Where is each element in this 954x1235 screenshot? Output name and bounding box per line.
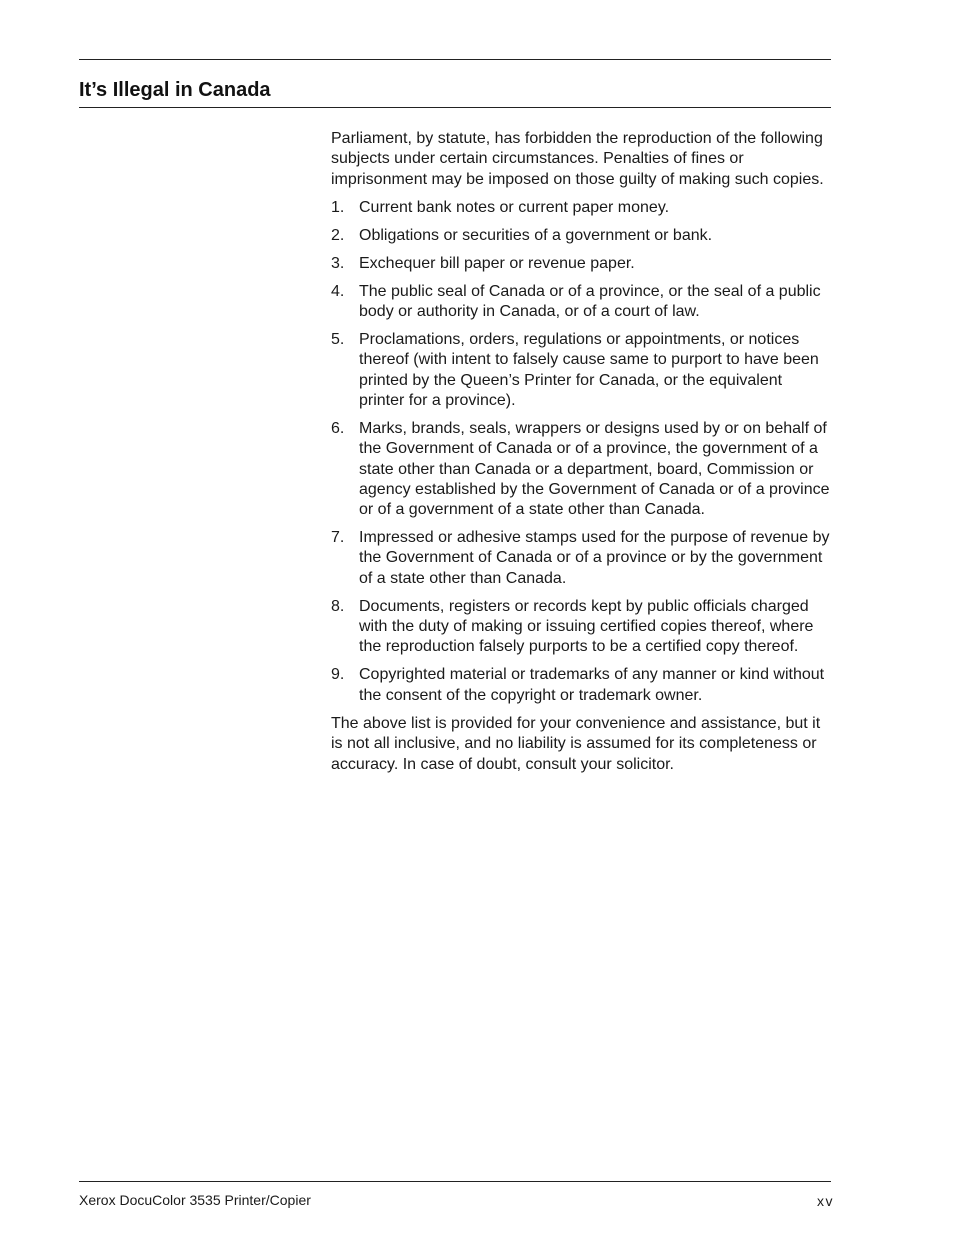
list-item (331, 226, 831, 246)
list-item (331, 254, 831, 274)
intro-paragraph: Parliament, by statute, has forbidden the reproduction of the following subjects under certain circumstances. Penalties of fines or imprisonment may be imposed on those guilty of making such copies. (331, 130, 824, 188)
item-text: Current bank notes or current paper money. (359, 198, 670, 216)
item-text: Obligations or securities of a government or bank. (359, 226, 713, 244)
footer-product-name: Xerox DocuColor 3535 Printer/Copier (79, 1192, 311, 1208)
heading-rule (79, 107, 831, 108)
item-number: 6. (331, 420, 345, 437)
section-title: It’s Illegal in Canada (79, 79, 271, 101)
list-item (331, 665, 831, 706)
item-number: 8. (331, 597, 345, 615)
item-text: Exchequer bill paper or revenue paper. (359, 254, 635, 272)
list-item (331, 198, 831, 218)
item-text: Impressed or adhesive stamps used for the purpose of revenue by the Government of Canada or of a province or by the government of a state other than Canada. (359, 529, 830, 587)
closing-paragraph: The above list is provided for your convenience and assistance, but it is not all inclusive, and no liability is assumed for its completeness or accuracy. In case of doubt, consult your solicitor. (331, 714, 821, 773)
list-item (331, 330, 831, 411)
top-rule (79, 59, 831, 60)
list-item (331, 419, 831, 520)
item-number: 5. (331, 331, 345, 349)
list-item (331, 282, 831, 323)
prohibited-items-list (331, 198, 831, 706)
item-text: Marks, brands, seals, wrappers or designs used by or on behalf of the Government of Canada or of a province, the government of a state other than Canada or a department, board, Commission or agency established by the Government of Canada or of a province or of a government of a state other than Canada. (359, 420, 830, 519)
item-number: 3. (331, 254, 345, 272)
item-text: Proclamations, orders, regulations or appointments, or notices thereof (with intent to falsely cause same to purport to have been printed by the Queen’s Printer for Canada, or the equivalent printer for a province). (359, 331, 819, 410)
item-text: The public seal of Canada or of a province, or the seal of a public body or authority in Canada, or of a court of law. (359, 282, 821, 321)
item-number: 4. (331, 282, 345, 300)
footer-rule (79, 1181, 831, 1182)
page-number: xv (817, 1193, 834, 1209)
list-item (331, 528, 831, 589)
item-number: 2. (331, 226, 345, 244)
item-text: Copyrighted material or trademarks of any manner or kind without the consent of the copyright or trademark owner. (359, 666, 825, 704)
item-number: 1. (331, 198, 345, 216)
body-column (331, 129, 831, 783)
item-text: Documents, registers or records kept by public officials charged with the duty of making or issuing certified copies thereof, where the reproduction falsely purports to be a certified copy thereof. (359, 597, 814, 656)
item-number: 9. (331, 666, 345, 684)
list-item (331, 597, 831, 658)
item-number: 7. (331, 529, 345, 547)
